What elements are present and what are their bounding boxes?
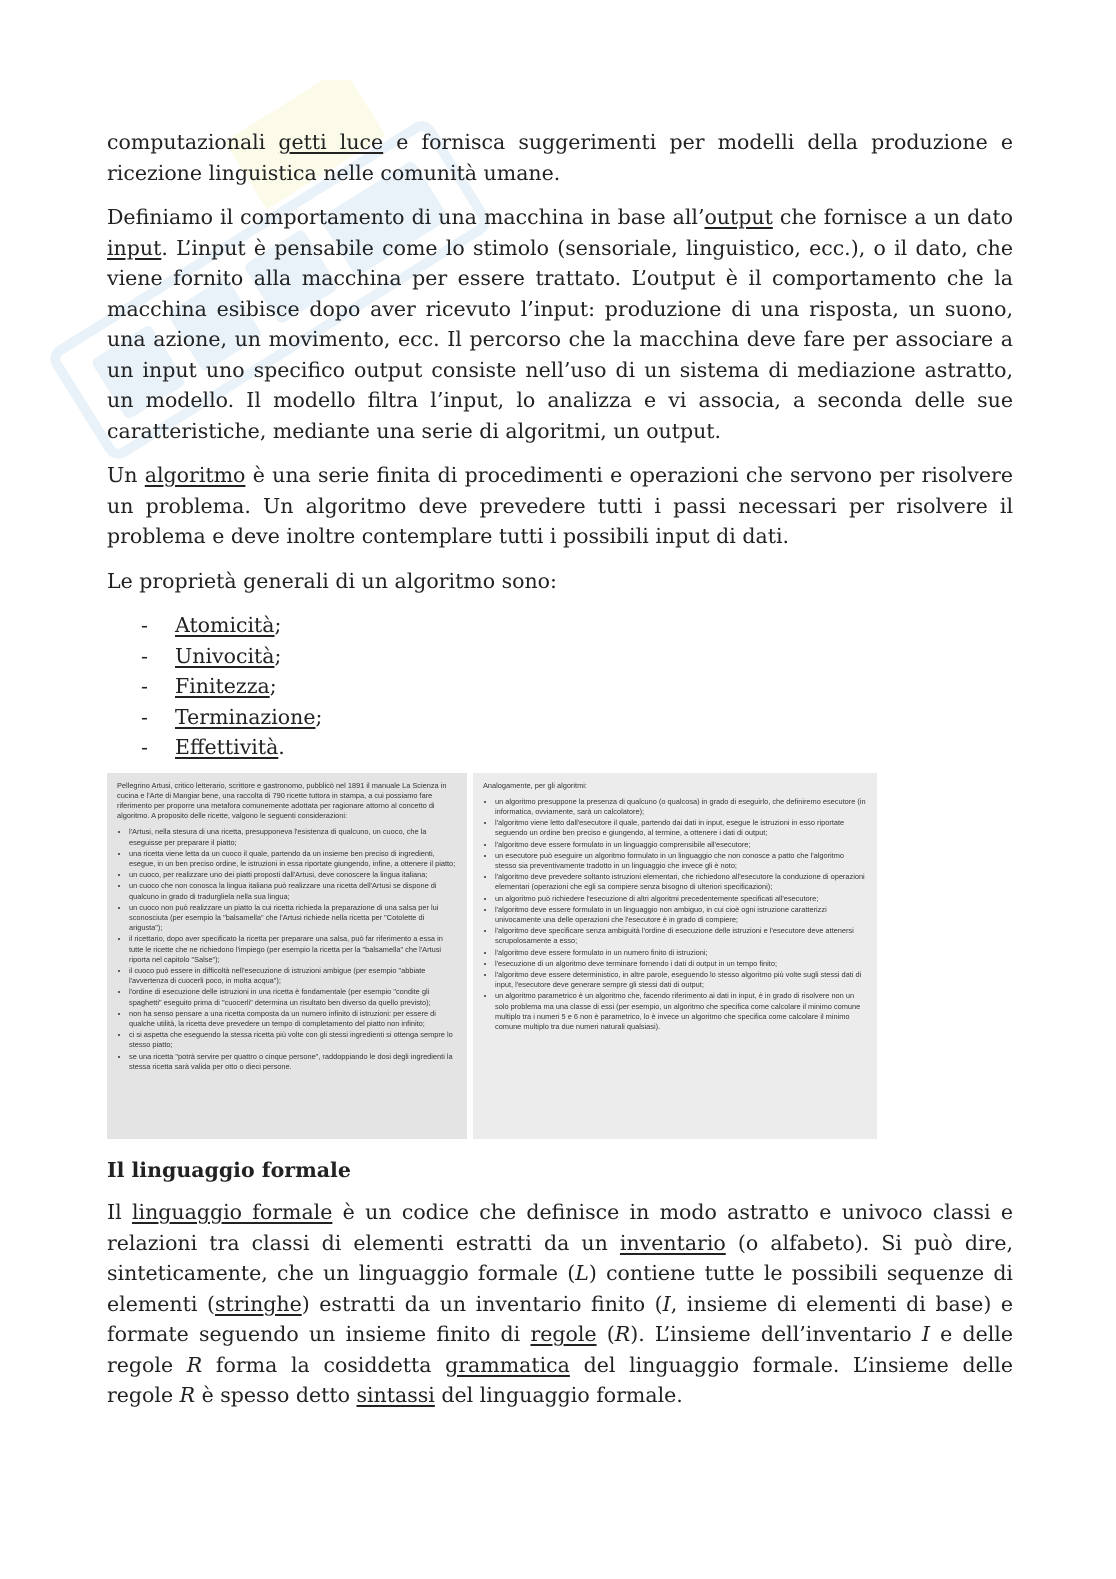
excerpt-right-list: [483, 797, 867, 1032]
excerpt-item: • l'algoritmo deve essere formulato in un linguaggio non ambiguo, in cui cioè ogni istruzione caratterizzi univocamente una delle operazioni che l'esecutore è in grado di compiere;: [495, 905, 867, 925]
term-algoritmo: algoritmo: [144, 463, 246, 487]
excerpt-item: • l'algoritmo viene letto dall'esecutore il quale, partendo dai dati in input, esegue le istruzioni in esso riportate seguendo un ordine ben preciso e giungendo, al termine, a ottenere i dati di output;: [495, 818, 867, 838]
excerpt-item: • l'algoritmo deve essere formulato in un numero finito di istruzioni;: [495, 948, 867, 958]
paragraph-properties-intro: Le proprietà generali di un algoritmo sono:: [107, 568, 557, 593]
list-item: - Effettività.: [141, 735, 285, 759]
excerpt-item: • un cuoco non può realizzare un piatto la cui ricetta richieda la preparazione di una salsa per lui sconosciuta (per esempio la "balsamella" che l'Artusi richiede nella ricetta per "Cotolette di arigusta");: [129, 903, 457, 934]
paragraph-output-input: Definiamo il comportamento di una macchina in base all’output che fornisce a un dato input. L’input è pensabile come lo stimolo (sensoriale, linguistico, ecc.), o il dato, che viene fornito alla macchina per essere trattato. L’output è il comportamento che la macchina esibisce dopo aver ricevuto l’input: produzione di una risposta, un suono, una azione, un movimento, ecc. Il percorso che la macchina deve fare per associare a un input uno specifico output consiste nell’uso di un sistema di mediazione astratto, un modello. Il modello filtra l’input, lo analizza e vi associa, a seconda delle sue caratteristiche, mediante una serie di algoritmi, un output.: [107, 205, 1013, 443]
excerpt-item: • l'esecuzione di un algoritmo deve terminare fornendo i dati di output in un tempo finito;: [495, 959, 867, 969]
paragraph-algoritmo: Un algoritmo è una serie finita di procedimenti e operazioni che servono per risolvere un problema. Un algoritmo deve prevedere tutti i passi necessari per risolvere il problema e deve inoltre contemplare tutti i possibili input di dati.: [107, 463, 1013, 548]
excerpt-item: • un cuoco, per realizzare uno dei piatti proposti dall'Artusi, deve conoscere la lingua italiana;: [129, 870, 457, 880]
paragraph-intro: computazionali getti luce e fornisca suggerimenti per modelli della produzione e ricezione linguistica nelle comunità umane.: [107, 130, 1013, 185]
excerpt-left-list: [117, 827, 457, 1072]
excerpt-item: • l'algoritmo deve essere deterministico, in altre parole, eseguendo lo stesso algoritmo più volte sugli stessi dati di input, l'esecutore deve generare sempre gli stessi dati di output;: [495, 970, 867, 990]
document-body: [107, 127, 1013, 1425]
scanned-book-excerpt: [107, 773, 877, 1139]
excerpt-item: • un esecutore può eseguire un algoritmo formulato in un linguaggio che non conosce a patto che l'algoritmo stesso sia preventivamente tradotto in un linguaggio che invece gli è noto;: [495, 851, 867, 871]
excerpt-right-column: Analogamente, per gli algoritmi: • un algoritmo presuppone la presenza di qualcuno (o qualcosa) in grado di eseguirlo, che definiremo esecutore (in informatica, ovviamente, sarà un calcolatore); • l'algoritmo viene letto dall'esecutore il quale, partendo dai dati in input, esegue le istruzioni in esso riportate seguendo un ordine ben preciso e giungendo, al termine, a ottenere i dati di output; • l'algoritmo deve essere formulato in un linguaggio comprensibile all'esecutore; • un esecutore può eseguire un algoritmo formulato in un linguaggio che non conosce a patto che l'algoritmo stesso sia preventivamente tradotto in un linguaggio che invece gli è noto; • l'algoritmo deve prevedere soltanto istruzioni elementari, che richiedono all'esecutore la conduzione di operazioni elementari (operazioni che egli sa compiere senza bisogno di ulteriori specificazioni); • un algoritmo può richiedere l'esecuzione di altri algoritmi precedentemente specificati all'esecutore; • l'algoritmo deve essere formulato in un linguaggio non ambiguo, in cui cioè ogni istruzione caratterizzi univocamente una delle operazioni che l'esecutore è in grado di compiere; • l'algoritmo deve specificare senza ambiguità l'ordine di esecuzione delle istruzioni e l'esecutore deve attenersi scrupolosamente a esso; • l'algoritmo deve essere formulato in un numero finito di istruzioni; • l'esecuzione di un algoritmo deve terminare fornendo i dati di output in un tempo finito; • l'algoritmo deve essere deterministico, in altre parole, eseguendo lo stesso algoritmo più volte sugli stessi dati di input, l'esecutore deve generare sempre gli stessi dati di output; • un algoritmo parametrico è un algoritmo che, facendo riferimento ai dati in input, è in grado di risolvere non un solo problema ma una classe di essi (per esempio, un algoritmo che specifica come calcolare il minimo comune multiplo tra i numeri 5 e 6 non è parametrico, lo è invece un algoritmo che specifica come calcolare il minimo comune multiplo tra due numeri naturali qualsiasi).: [473, 773, 877, 1139]
excerpt-item: • l'algoritmo deve prevedere soltanto istruzioni elementari, che richiedono all'esecutore la conduzione di operazioni elementari (operazioni che egli sa compiere senza bisogno di ulteriori specificazioni);: [495, 872, 867, 892]
section-heading: Il linguaggio formale: [107, 1157, 351, 1182]
excerpt-item: • il ricettario, dopo aver specificato la ricetta per preparare una salsa, può far riferimento a essa in tutte le ricette che ne richiedono l'impiego (per esempio la ricetta per la "balsamella" che l'Artusi riporta nel capitolo "Salse");: [129, 934, 457, 965]
term-getti-luce: getti luce: [278, 130, 384, 154]
excerpt-item: • un cuoco che non conosca la lingua italiana può realizzare una ricetta dell'Artusi se dispone di qualcuno in grado di tradurgliela nella sua lingua;: [129, 881, 457, 901]
excerpt-item: • una ricetta viene letta da un cuoco il quale, partendo da un insieme ben preciso di ingredienti, esegue, in un ben preciso ordine, le istruzioni in essa riportate giungendo, infine, a ottenere il piatto;: [129, 849, 457, 869]
excerpt-left-column: Pellegrino Artusi, critico letterario, scrittore e gastronomo, pubblicò nel 1891 il manuale La Scienza in cucina e l'Arte di Mangiar bene, una raccolta di 790 ricette tuttora in stampa, a cui possiamo fare riferimento per proporre una metafora comunemente adottata per ragionare attorno al concetto di algoritmo. A proposito delle ricette, valgono le seguenti considerazioni: • l'Artusi, nella stesura di una ricetta, presupponeva l'esistenza di qualcuno, un cuoco, che la eseguisse per preparare il piatto; • una ricetta viene letta da un cuoco il quale, partendo da un insieme ben preciso di ingredienti, esegue, in un ben preciso ordine, le istruzioni in essa riportate giungendo, infine, a ottenere il piatto; • un cuoco, per realizzare uno dei piatti proposti dall'Artusi, deve conoscere la lingua italiana; • un cuoco che non conosca la lingua italiana può realizzare una ricetta dell'Artusi se dispone di qualcuno in grado di tradurgliela nella sua lingua; • un cuoco non può realizzare un piatto la cui ricetta richieda la preparazione di una salsa per lui sconosciuta (per esempio la "balsamella" che l'Artusi richiede nella ricetta per "Cotolette di arigusta"); • il ricettario, dopo aver specificato la ricetta per preparare una salsa, può far riferimento a essa in tutte le ricette che ne richiedono l'impiego (per esempio la ricetta per la "balsamella" che l'Artusi riporta nel capitolo "Salse"); • il cuoco può essere in difficoltà nell'esecuzione di istruzioni ambigue (per esempio "abbiate l'avvertenza di cuocerli poco, in molta acqua"); • l'ordine di esecuzione delle istruzioni in una ricetta è fondamentale (per esempio "condite gli spaghetti" eseguito prima di "cuocerli" determina un risultato ben diverso da quello previsto); • non ha senso pensare a una ricetta composta da un numero infinito di istruzioni: per essere di qualche utilità, la ricetta deve prevedere un tempo di completamento del piatto non infinito; • ci si aspetta che eseguendo la stessa ricetta più volte con gli stessi ingredienti si ottenga sempre lo stesso piatto; • se una ricetta "potrà servire per quattro o cinque persone", raddoppiando le dosi degli ingredienti la stessa ricetta sarà valida per otto o dieci persone.: [107, 773, 467, 1139]
excerpt-item: • l'algoritmo deve specificare senza ambiguità l'ordine di esecuzione delle istruzioni e l'esecutore deve attenersi scrupolosamente a esso;: [495, 926, 867, 946]
list-item: - Terminazione;: [141, 704, 323, 729]
excerpt-item: • un algoritmo presuppone la presenza di qualcuno (o qualcosa) in grado di eseguirlo, che definiremo esecutore (in informatica, ovviamente, sarà un calcolatore);: [495, 797, 867, 817]
excerpt-item: • l'Artusi, nella stesura di una ricetta, presupponeva l'esistenza di qualcuno, un cuoco, che la eseguisse per preparare il piatto;: [129, 827, 457, 847]
properties-list: [107, 610, 1013, 763]
excerpt-item: • ci si aspetta che eseguendo la stessa ricetta più volte con gli stessi ingredienti si ottenga sempre lo stesso piatto;: [129, 1030, 457, 1050]
list-item: - Univocità;: [141, 643, 282, 668]
list-item: - Atomicità;: [141, 613, 282, 637]
excerpt-item: • non ha senso pensare a una ricetta composta da un numero infinito di istruzioni: per essere di qualche utilità, la ricetta deve prevedere un tempo di completamento del piatto non infinito;: [129, 1009, 457, 1029]
term-input: input: [107, 235, 162, 260]
excerpt-item: • se una ricetta "potrà servire per quattro o cinque persone", raddoppiando le dosi degli ingredienti la stessa ricetta sarà valida per otto o dieci persone.: [129, 1052, 457, 1072]
excerpt-item: • un algoritmo può richiedere l'esecuzione di altri algoritmi precedentemente specificati all'esecutore;: [495, 894, 867, 904]
term-output: output: [704, 205, 773, 229]
excerpt-item: • l'ordine di esecuzione delle istruzioni in una ricetta è fondamentale (per esempio "condite gli spaghetti" eseguito prima di "cuocerli" determina un risultato ben diverso da quello previsto);: [129, 987, 457, 1007]
excerpt-item: • il cuoco può essere in difficoltà nell'esecuzione di istruzioni ambigue (per esempio "abbiate l'avvertenza di cuocerli poco, in molta acqua");: [129, 966, 457, 986]
paragraph-linguaggio-formale: Il linguaggio formale è un codice che definisce in modo astratto e univoco classi e relazioni tra classi di elementi estratti da un inventario (o alfabeto). Si può dire, sinteticamente, che un linguaggio formale (L) contiene tutte le possibili sequenze di elementi (stringhe) estratti da un inventario finito (I, insieme di elementi di base) e formate seguendo un insieme finito di regole (R). L’insieme dell’inventario I e delle regole R forma la cosiddetta grammatica del linguaggio formale. L’insieme delle regole R è spesso detto sintassi del linguaggio formale.: [107, 1200, 1014, 1407]
list-item: - Finitezza;: [141, 674, 277, 698]
excerpt-item: • un algoritmo parametrico è un algoritmo che, facendo riferimento ai dati in input, è in grado di risolvere non un solo problema ma una classe di essi (per esempio, un algoritmo che specifica come calcolare il minimo comune multiplo tra i numeri 5 e 6 non è parametrico, lo è invece un algoritmo che specifica come calcolare il minimo comune multiplo tra due numeri naturali qualsiasi).: [495, 991, 867, 1032]
excerpt-item: • l'algoritmo deve essere formulato in un linguaggio comprensibile all'esecutore;: [495, 840, 867, 850]
